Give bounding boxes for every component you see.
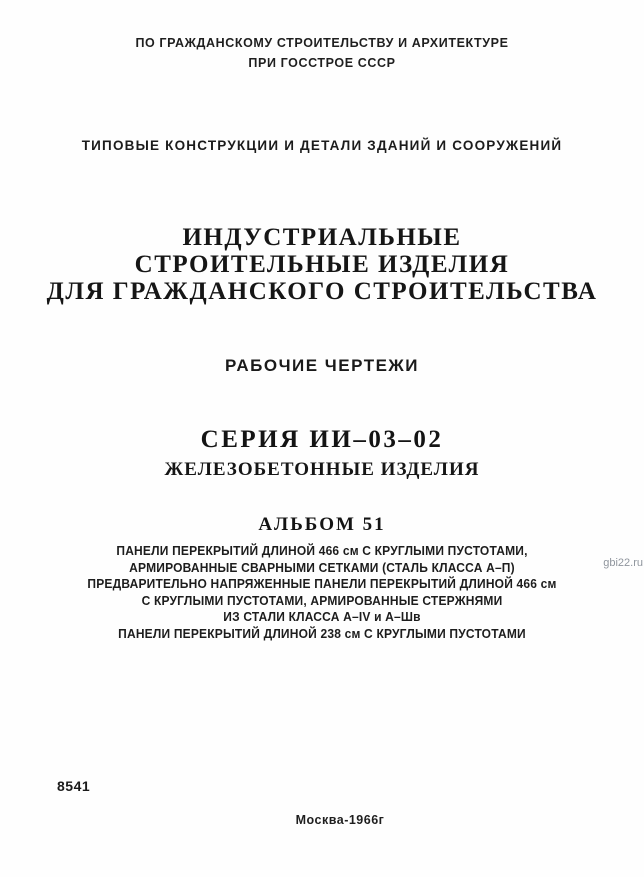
main-title — [0, 224, 644, 305]
city-year-imprint: Москва-1966г — [295, 813, 385, 827]
main-title-line-3: ДЛЯ ГРАЖДАНСКОГО СТРОИТЕЛЬСТВА — [46, 278, 598, 305]
album-description-line: С КРУГЛЫМИ ПУСТОТАМИ, АРМИРОВАННЫЕ СТЕРЖНЯМИ — [141, 593, 503, 608]
working-drawings-label: РАБОЧИЕ ЧЕРТЕЖИ — [225, 356, 419, 375]
series-caption: ТИПОВЫЕ КОНСТРУКЦИИ И ДЕТАЛИ ЗДАНИЙ И СООРУЖЕНИЙ — [81, 138, 563, 153]
album-description-line: ПАНЕЛИ ПЕРЕКРЫТИЙ ДЛИНОЙ 466 см С КРУГЛЫМИ ПУСТОТАМИ, — [116, 544, 528, 558]
album-description — [0, 543, 644, 642]
organization-line-1: ПО ГРАЖДАНСКОМУ СТРОИТЕЛЬСТВУ И АРХИТЕКТУРЕ — [135, 36, 509, 50]
album-description-line: ПРЕДВАРИТЕЛЬНО НАПРЯЖЕННЫЕ ПАНЕЛИ ПЕРЕКРЫТИЙ ДЛИНОЙ 466 см — [87, 577, 557, 591]
series-number: СЕРИЯ ИИ–03–02 — [200, 426, 444, 453]
main-title-line-2: СТРОИТЕЛЬНЫЕ ИЗДЕЛИЯ — [134, 251, 510, 278]
album-description-line: ИЗ СТАЛИ КЛАССА А–IV и А–Шв — [223, 610, 421, 624]
site-watermark: gbi22.ru — [603, 557, 643, 569]
product-type-label: ЖЕЛЕЗОБЕТОННЫЕ ИЗДЕЛИЯ — [164, 459, 480, 480]
album-description-line: ПАНЕЛИ ПЕРЕКРЫТИЙ ДЛИНОЙ 238 см С КРУГЛЫМИ ПУСТОТАМИ — [118, 626, 526, 641]
album-description-line: АРМИРОВАННЫЕ СВАРНЫМИ СЕТКАМИ (СТАЛЬ КЛАССА А–П) — [129, 560, 515, 575]
organization-line-2: ПРИ ГОССТРОЕ СССР — [248, 56, 396, 70]
album-number: АЛЬБОМ 51 — [258, 514, 386, 535]
main-title-line-1: ИНДУСТРИАЛЬНЫЕ — [182, 224, 462, 251]
organization-header — [0, 33, 644, 73]
order-number: 8541 — [57, 778, 91, 794]
